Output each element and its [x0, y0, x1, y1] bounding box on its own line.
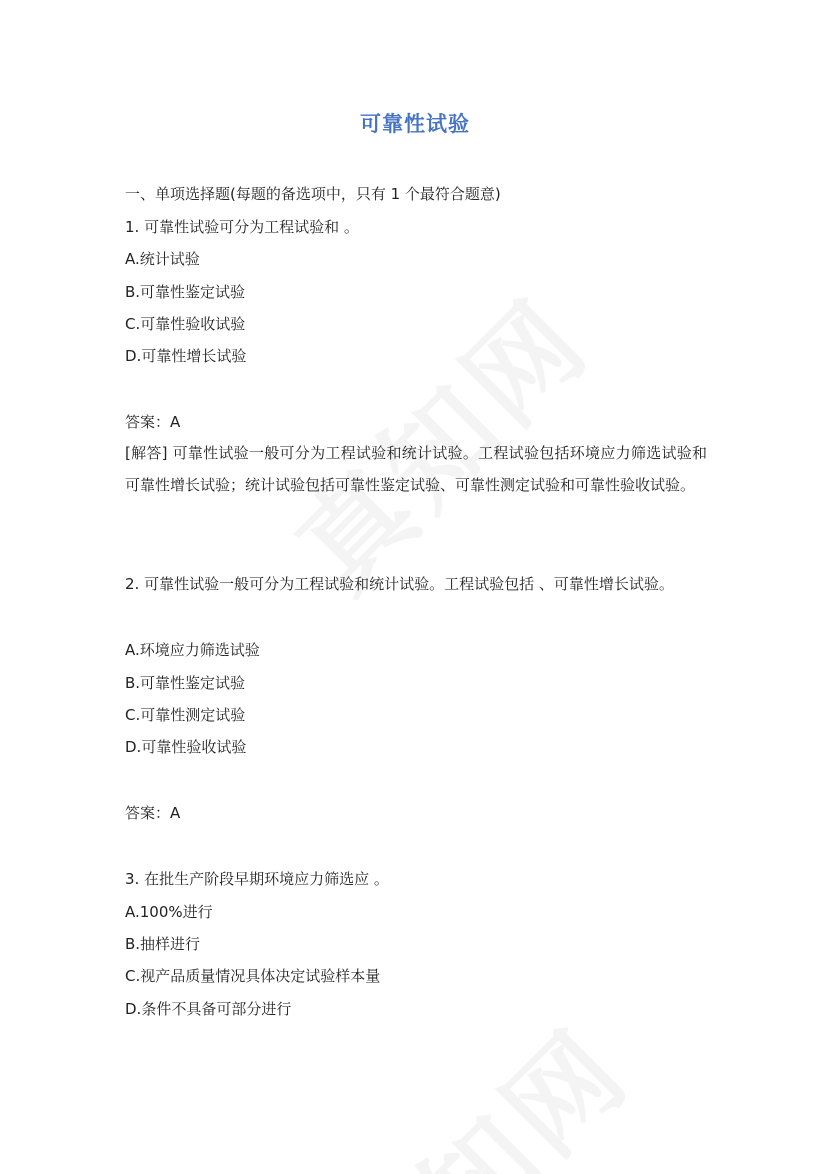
question-1-option-b: B.可靠性鉴定试验	[125, 283, 246, 301]
question-1-explanation: [解答] 可靠性试验一般可分为工程试验和统计试验。工程试验包括环境应力筛选试验和可靠性增长试验；统计试验包括可靠性鉴定试验、可靠性测定试验和可靠性验收试验。	[125, 444, 707, 494]
question-2-option-b: B.可靠性鉴定试验	[125, 674, 246, 692]
question-1-option-d: D.可靠性增长试验	[125, 347, 247, 365]
document-title: 可靠性试验	[360, 112, 470, 136]
question-2-answer: 答案：A	[125, 804, 181, 822]
question-2-option-a: A.环境应力筛选试验	[125, 641, 260, 659]
question-2-option-c: C.可靠性测定试验	[125, 706, 246, 724]
question-1-answer: 答案：A	[125, 413, 181, 431]
question-1-option-c: C.可靠性验收试验	[125, 315, 246, 333]
question-2-option-d: D.可靠性验收试验	[125, 738, 247, 756]
question-3-option-b: B.抽样进行	[125, 935, 201, 953]
question-1-option-a: A.统计试验	[125, 250, 200, 268]
question-3-stem: 3. 在批生产阶段早期环境应力筛选应 。	[125, 870, 389, 888]
question-3-option-a: A.100%进行	[125, 903, 213, 921]
watermark-bottom	[296, 988, 658, 1174]
section-heading: 一、单项选择题(每题的备选项中，只有 1 个最符合题意)	[125, 185, 501, 203]
question-3-option-d: D.条件不具备可部分进行	[125, 1000, 292, 1018]
question-3-option-c: C.视产品质量情况具体决定试验样本量	[125, 967, 381, 985]
question-2-stem: 2. 可靠性试验一般可分为工程试验和统计试验。工程试验包括 、可靠性增长试验。	[125, 575, 674, 593]
question-1-stem: 1. 可靠性试验可分为工程试验和 。	[125, 218, 359, 236]
